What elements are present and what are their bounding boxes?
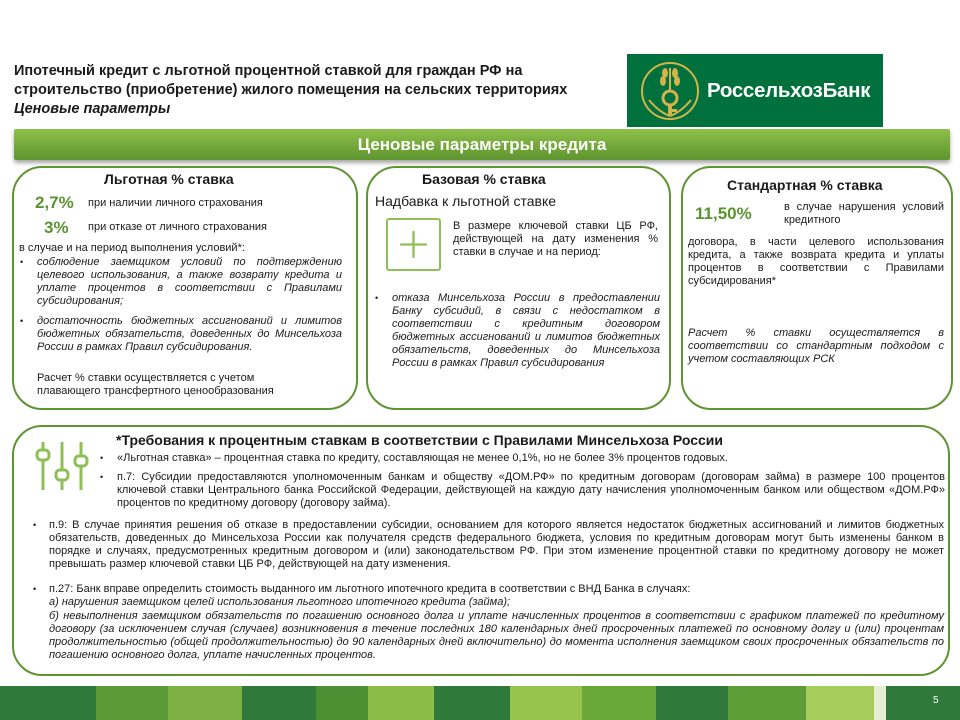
requirement-1: «Льготная ставка» – процентная ставка по кредиту, составляющая не менее 0,1%, но не более 3% процентов годовых. xyxy=(117,452,728,464)
preferential-condition-2: достаточность бюджетных ассигнований и лимитов бюджетных обязательств, доведенных до Минсельхоза России в рамках Правил субсидирования. xyxy=(37,315,342,353)
requirement-2: п.7: Субсидии предоставляются уполномоченным банкам и обществу «ДОМ.РФ» по кредитным договорам (договорам займа) в размере 100 процентов ключевой ставки Центрального банка Российской Федерации, действующей на каждую дату начисления уполномоченным банком или обществом «ДОМ.РФ» процентов по кредитному договору (договору займа). xyxy=(117,471,945,509)
title-line-2: строительство (приобретение) жилого помещения на сельских территориях xyxy=(14,82,568,98)
footer-block xyxy=(242,686,316,720)
bullet-dot: • xyxy=(20,257,24,267)
requirement-3: п.9: В случае принятия решения об отказе в предоставлении субсидии, основанием для которого является недостаток бюджетных ассигнований и лимитов бюджетных обязательств, доведенных до Минсельхоза России как получателя средств федерального бюджета, условия по кредитным договорам могут быть изменены банком в порядке и случаях, предусмотренных кредитным договором и (или) законодательством РФ. При этом изменение процентной ставки по кредитному договору не может превышать размер ключевой ставки ЦБ РФ, действующей на дату изменения. xyxy=(49,519,944,570)
preferential-rate-title: Льготная % ставка xyxy=(104,171,234,187)
section-banner: Ценовые параметры кредита xyxy=(14,129,950,160)
base-condition-1: отказа Минсельхоза России в предоставлении Банку субсидий, в связи с недостатком в соответствии с кредитным договором бюджетных ассигнований и лимитов бюджетных обязательств, доведенных до Минсельхоза России в рамках Правил субсидирования xyxy=(392,292,660,369)
footer-block xyxy=(168,686,242,720)
requirements-title: *Требования к процентным ставкам в соответствии с Правилами Минсельхоза России xyxy=(116,432,723,448)
conditions-intro: в случае и на период выполнения условий*: xyxy=(19,242,245,254)
bullet-dot: • xyxy=(20,316,24,326)
rate-without-insurance: 3% xyxy=(44,218,69,237)
bullet-dot: • xyxy=(100,453,104,463)
footer-block xyxy=(316,686,368,720)
footer-block xyxy=(510,686,582,720)
logo-text: РоссельхозБанк xyxy=(707,78,871,102)
footer-block xyxy=(368,686,434,720)
bullet-dot: • xyxy=(375,293,379,303)
standard-description-side: в случае нарушения условий кредитного xyxy=(784,201,944,226)
standard-rate-value: 11,50% xyxy=(695,204,752,223)
wheat-key-emblem-icon xyxy=(639,60,701,122)
base-rate-description: В размере ключевой ставки ЦБ РФ, действующей на дату изменения % ставки в случае и на период: xyxy=(453,220,658,258)
standard-description: договора, в части целевого использования кредита, а также возврата кредита и уплаты процентов в соответствии с Правилами субсидирования* xyxy=(688,236,944,287)
footer-block xyxy=(96,686,168,720)
slide-title xyxy=(14,62,624,119)
base-rate-title: Базовая % ставка xyxy=(422,171,546,187)
footer-block xyxy=(434,686,510,720)
bullet-dot: • xyxy=(100,472,104,482)
footer-block xyxy=(728,686,806,720)
footer-block xyxy=(886,686,960,720)
footer-block xyxy=(874,686,886,720)
standard-calc-note: Расчет % ставки осуществляется в соответствии со стандартным подходом с учетом составляющих РСК xyxy=(688,327,944,365)
requirement-4-subitem-a: а) нарушения заемщиком целей использования льготного ипотечного кредита (займа); xyxy=(49,596,511,608)
slide-subtitle: Ценовые параметры xyxy=(14,101,171,117)
preferential-condition-1: соблюдение заемщиком условий по подтверждению целевого использования, а также возврату кредита и уплате процентов в соответствии с Правилами субсидирования; xyxy=(37,256,342,307)
premium-label: Надбавка к льготной ставке xyxy=(375,193,557,209)
standard-rate-title: Стандартная % ставка xyxy=(727,177,883,193)
requirement-4-subitem-b: б) невыполнения заемщиком обязательств по погашению основного долга и уплате начисленных процентов в соответствии с графиком платежей по кредитному договору (за исключением случая (случаев) возникновения в течение последних 180 календарных дней просроченных платежей по основному долгу и (или) процентам продолжительностью (общей продолжительностью) до 90 календарных дней включительно) до момента исполнения заемщиком своих просроченных обязательств по погашению основного долга, уплате начисленных процентов. xyxy=(49,610,944,661)
rate-with-insurance: 2,7% xyxy=(35,193,74,212)
rate-with-insurance-note: при наличии личного страхования xyxy=(88,197,263,209)
footer-block xyxy=(582,686,656,720)
footer-block xyxy=(656,686,728,720)
footer-block xyxy=(0,686,96,720)
plus-icon xyxy=(386,218,441,271)
sliders-icon xyxy=(34,440,90,492)
page-number: 5 xyxy=(933,695,939,706)
bullet-dot: • xyxy=(33,584,37,594)
bank-logo xyxy=(627,54,883,127)
requirement-4: п.27: Банк вправе определить стоимость выданного им льготного ипотечного кредита в соответствии с ВНД Банка в случаях: xyxy=(49,583,691,595)
bullet-dot: • xyxy=(33,520,37,530)
rate-without-insurance-note: при отказе от личного страхования xyxy=(88,221,268,233)
footer-block xyxy=(806,686,874,720)
title-line-1: Ипотечный кредит с льготной процентной ставкой для граждан РФ на xyxy=(14,63,523,79)
footer-bar xyxy=(0,686,960,720)
preferential-calc-note: Расчет % ставки осуществляется с учетом плавающего трансфертного ценообразования xyxy=(37,372,274,397)
